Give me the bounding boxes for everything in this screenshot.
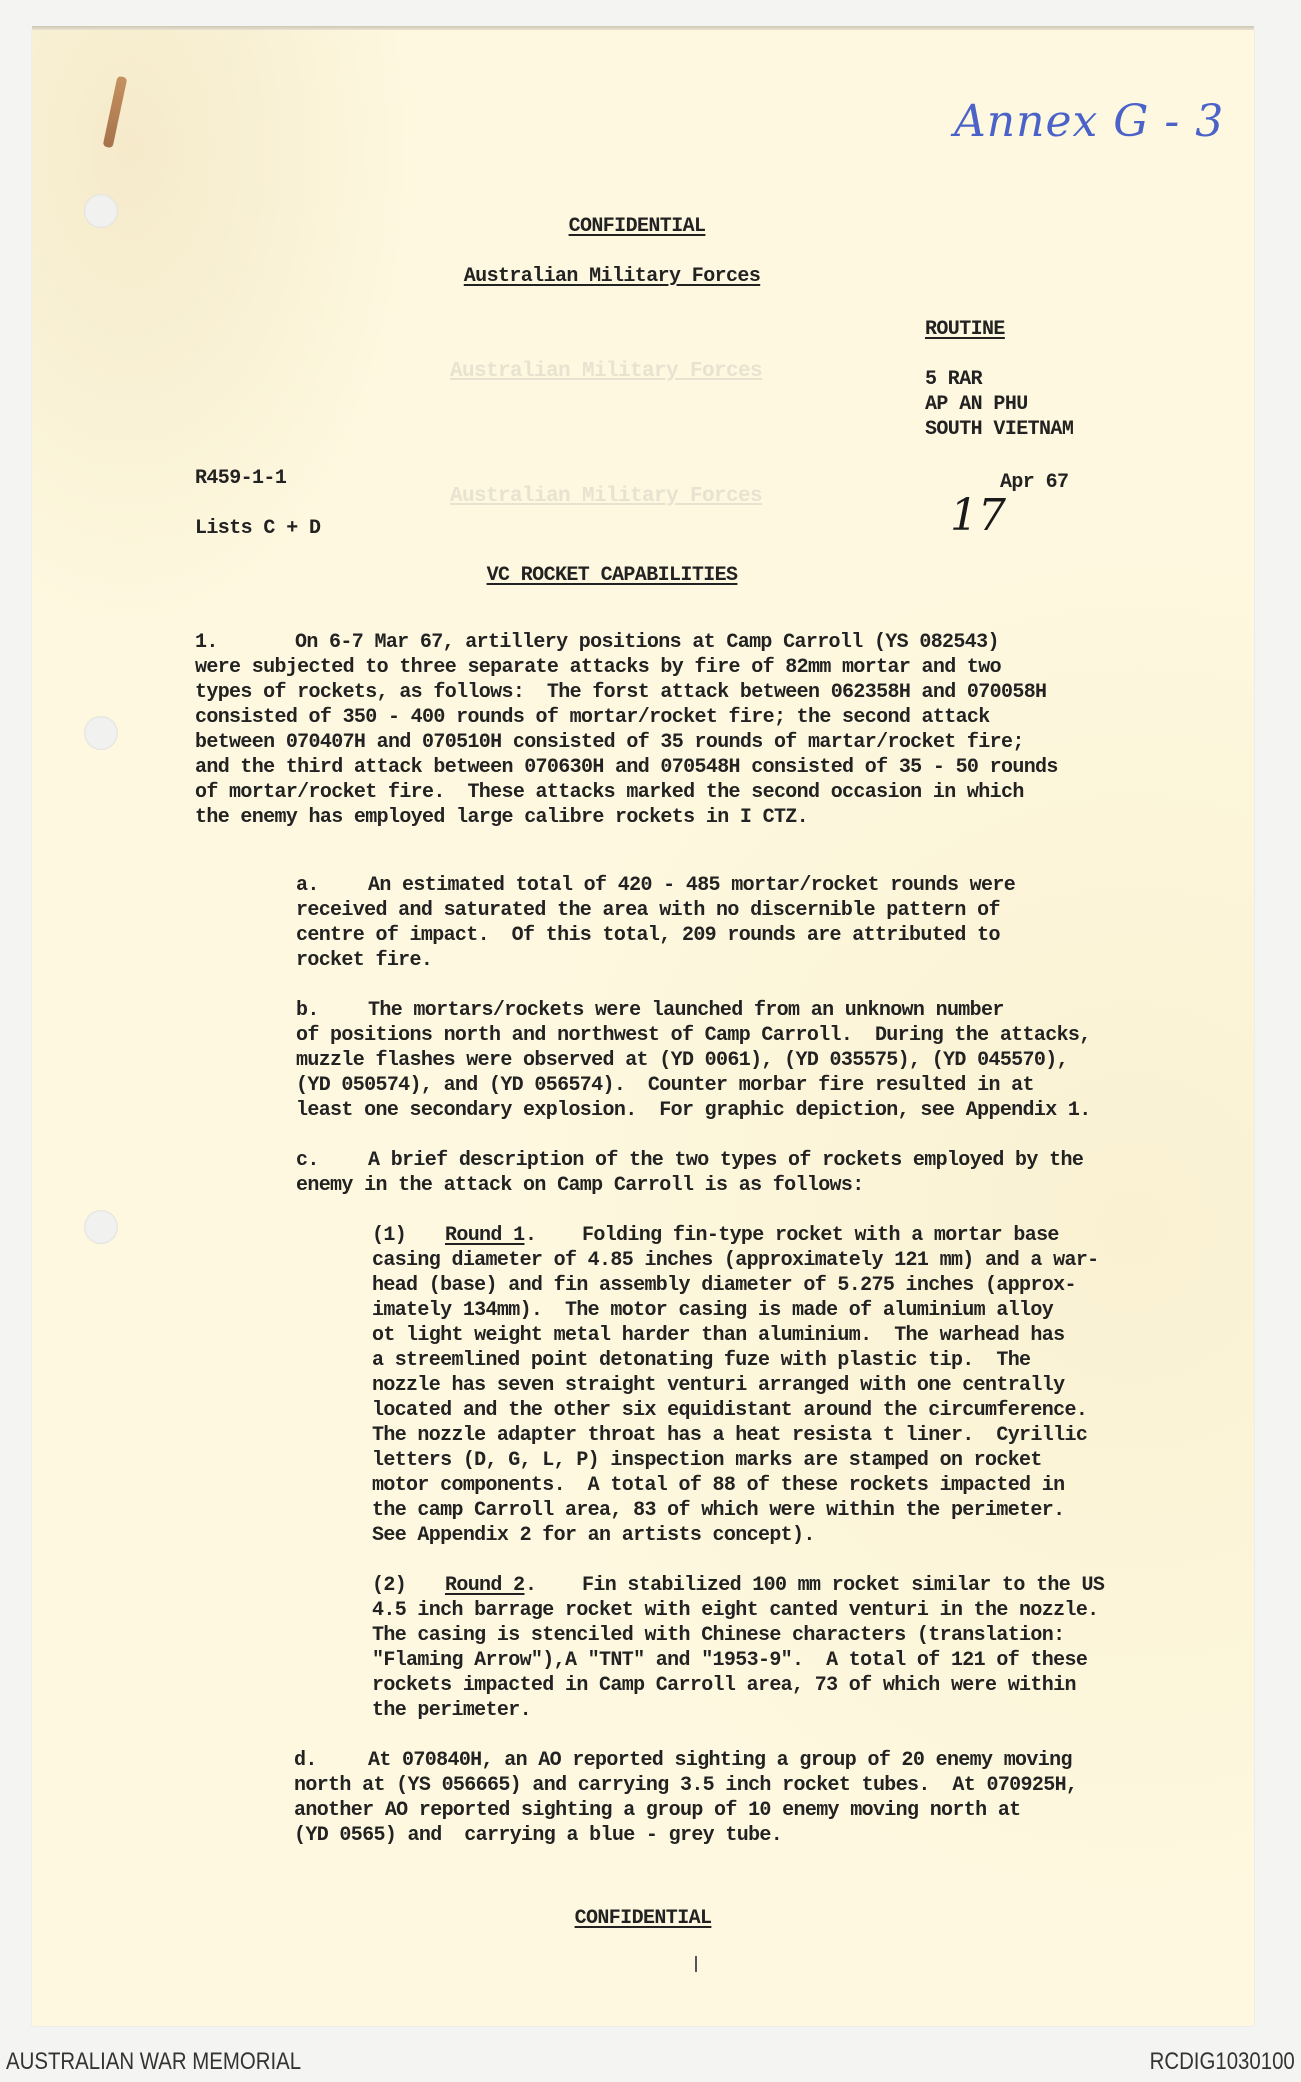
para-line: muzzle flashes were observed at (YD 0061), (YD 035575), (YD 045570), (296, 1049, 1068, 1072)
para-line: rockets impacted in Camp Carroll area, 73 of which were within (372, 1674, 1076, 1697)
round-heading: Round 2 (445, 1574, 525, 1597)
para-line: between 070407H and 070510H consisted of 35 rounds of martar/rocket fire; (195, 731, 1024, 754)
period: . (525, 1574, 537, 1597)
para-line: ot light weight metal harder than aluminium. The warhead has (372, 1324, 1065, 1347)
para-line: enemy in the attack on Camp Carroll is as follows: (296, 1174, 864, 1197)
page-edge (32, 26, 1254, 30)
para-line: letters (D, G, L, P) inspection marks are stamped on rocket (372, 1449, 1042, 1472)
para-line: centre of impact. Of this total, 209 rounds are attributed to (296, 924, 1000, 947)
para-line: another AO reported sighting a group of 10 enemy moving north at (294, 1799, 1021, 1822)
para-line: An estimated total of 420 - 485 mortar/rocket rounds were (368, 874, 1016, 897)
round-number: (2) (372, 1574, 407, 1597)
para-line: "Flaming Arrow"),A "TNT" and "1953-9". A total of 121 of these (372, 1649, 1088, 1672)
para-line: the enemy has employed large calibre rockets in I CTZ. (195, 806, 809, 829)
para-line: See Appendix 2 for an artists concept). (372, 1524, 815, 1547)
classification-bottom: CONFIDENTIAL (574, 1907, 712, 1930)
punch-hole (84, 716, 118, 750)
para-line: casing diameter of 4.85 inches (approximately 121 mm) and a war- (372, 1249, 1099, 1272)
address-line: AP AN PHU (925, 393, 1028, 416)
para-line: head (base) and fin assembly diameter of 5.275 inches (approx- (372, 1274, 1076, 1297)
organisation-heading: Australian Military Forces (463, 265, 761, 288)
para-line: of mortar/rocket fire. These attacks marked the second occasion in which (195, 781, 1024, 804)
para-line: rocket fire. (296, 949, 433, 972)
para-line: The mortars/rockets were launched from an unknown number (368, 999, 1004, 1022)
para-line: On 6-7 Mar 67, artillery positions at Camp Carroll (YS 082543) (295, 631, 999, 654)
classification-top: CONFIDENTIAL (568, 215, 706, 238)
para-line: A brief description of the two types of rockets employed by the (368, 1149, 1084, 1172)
para-line: types of rockets, as follows: The forst attack between 062358H and 070058H (195, 681, 1047, 704)
round-number: (1) (372, 1224, 407, 1247)
address-line: 5 RAR (925, 368, 983, 391)
para-line: least one secondary explosion. For graphic depiction, see Appendix 1. (296, 1099, 1091, 1122)
para-line: (YD 0565) and carrying a blue - grey tube. (294, 1824, 783, 1847)
address-line: SOUTH VIETNAM (925, 418, 1074, 441)
para-line: The casing is stenciled with Chinese characters (translation: (372, 1624, 1065, 1647)
archive-name: AUSTRALIAN WAR MEMORIAL (6, 2048, 302, 2075)
show-through-text: Australian Military Forces (450, 485, 763, 508)
date-month-year: Apr 67 (1000, 471, 1069, 494)
para-line: 4.5 inch barrage rocket with eight canted venturi in the nozzle. (372, 1599, 1099, 1622)
show-through-text: Australian Military Forces (450, 360, 763, 383)
para-line: Fin stabilized 100 mm rocket similar to the US (582, 1574, 1105, 1597)
round-heading: Round 1 (445, 1224, 525, 1247)
period: . (525, 1224, 537, 1247)
para-line: received and saturated the area with no discernible pattern of (296, 899, 1000, 922)
handwritten-annex-ref: Annex G - 3 (954, 96, 1225, 147)
handwritten-day: 17 (950, 490, 1006, 541)
para-line: of positions north and northwest of Camp Carroll. During the attacks, (296, 1024, 1091, 1047)
para-line: the camp Carroll area, 83 of which were within the perimeter. (372, 1499, 1065, 1522)
para-line: nozzle has seven straight venturi arranged with one centrally (372, 1374, 1065, 1397)
precedence: ROUTINE (925, 318, 1005, 341)
stray-mark (695, 1956, 697, 1972)
distribution-list: Lists C + D (195, 517, 321, 540)
subpara-label: d. (294, 1749, 317, 1772)
para-line: north at (YS 056665) and carrying 3.5 inch rocket tubes. At 070925H, (294, 1774, 1078, 1797)
punch-hole (84, 1210, 118, 1244)
subpara-label: b. (296, 999, 319, 1022)
rust-stain (103, 76, 128, 149)
para-number: 1. (195, 631, 218, 654)
para-line: The nozzle adapter throat has a heat resista t liner. Cyrillic (372, 1424, 1088, 1447)
document-page (32, 30, 1254, 2026)
para-line: At 070840H, an AO reported sighting a group of 20 enemy moving (368, 1749, 1072, 1772)
para-line: imately 134mm). The motor casing is made of aluminium alloy (372, 1299, 1054, 1322)
para-line: were subjected to three separate attacks by fire of 82mm mortar and two (195, 656, 1001, 679)
subpara-label: a. (296, 874, 319, 897)
para-line: the perimeter. (372, 1699, 531, 1722)
para-line: (YD 050574), and (YD 056574). Counter morbar fire resulted in at (296, 1074, 1034, 1097)
para-line: Folding fin-type rocket with a mortar base (582, 1224, 1059, 1247)
subpara-label: c. (296, 1149, 319, 1172)
para-line: a streemlined point detonating fuze with plastic tip. The (372, 1349, 1031, 1372)
para-line: motor components. A total of 88 of these rockets impacted in (372, 1474, 1065, 1497)
para-line: located and the other six equidistant around the circumference. (372, 1399, 1088, 1422)
document-title: VC ROCKET CAPABILITIES (486, 564, 738, 587)
para-line: and the third attack between 070630H and 070548H consisted of 35 - 50 rounds (195, 756, 1058, 779)
archive-item-id: RCDIG1030100 (1149, 2048, 1295, 2075)
file-reference: R459-1-1 (195, 467, 287, 490)
para-line: consisted of 350 - 400 rounds of mortar/rocket fire; the second attack (195, 706, 990, 729)
